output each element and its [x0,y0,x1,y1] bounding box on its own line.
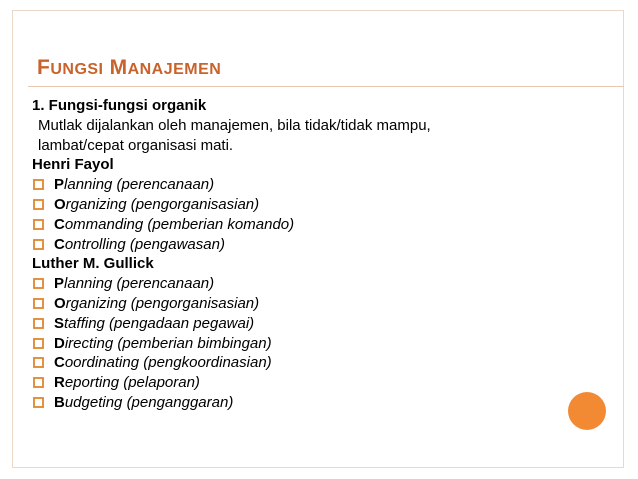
title-rest-2: ANAJEMEN [127,61,222,78]
list-item [32,373,592,393]
square-bullet-icon [32,277,45,290]
item-initial: O [54,195,66,213]
slide-content [32,96,592,413]
square-bullet-icon [32,356,45,369]
slide-title [37,56,221,82]
orange-circle-decoration [568,392,606,430]
item-initial: C [54,215,65,233]
list-item [32,353,592,373]
fayol-heading: Henri Fayol [32,156,114,174]
square-bullet-icon [32,297,45,310]
gullick-list [32,274,592,413]
list-item [32,195,592,215]
item-initial: C [54,235,65,253]
item-initial: B [54,393,65,411]
item-label: irecting (pemberian bimbingan) [64,334,272,352]
list-item [32,393,592,413]
square-bullet-icon [32,178,45,191]
item-label: ontrolling (pengawasan) [64,235,225,253]
title-rest-1: UNGSI [50,61,104,78]
gullick-heading: Luther M. Gullick [32,255,154,273]
item-initial: R [54,374,65,392]
list-item [32,235,592,255]
item-label: lanning (perencanaan) [64,275,215,293]
item-label: eporting (pelaporan) [64,374,200,392]
item-label: oordinating (pengkoordinasian) [64,354,272,372]
square-bullet-icon [32,218,45,231]
intro-description-line-2: lambat/cepat organisasi mati. [38,136,234,154]
list-item [32,314,592,334]
square-bullet-icon [32,337,45,350]
item-label: udgeting (penganggaran) [64,393,234,411]
item-initial: P [54,275,65,293]
item-label: rganizing (pengorganisasian) [65,195,260,213]
item-initial: C [54,354,65,372]
item-label: rganizing (pengorganisasian) [65,294,260,312]
title-initial-2: M [109,56,128,79]
item-initial: P [54,176,65,194]
square-bullet-icon [32,238,45,251]
item-initial: S [54,314,65,332]
list-item [32,294,592,314]
square-bullet-icon [32,396,45,409]
intro-description-line-1: Mutlak dijalankan oleh manajemen, bila tidak/tidak mampu, [38,116,431,134]
item-initial: O [54,294,66,312]
title-divider [28,86,624,87]
square-bullet-icon [32,198,45,211]
square-bullet-icon [32,376,45,389]
list-item [32,215,592,235]
item-label: lanning (perencanaan) [64,176,215,194]
item-initial: D [54,334,65,352]
fayol-list [32,175,592,254]
square-bullet-icon [32,317,45,330]
title-initial-1: F [37,56,51,79]
list-item [32,274,592,294]
list-item [32,175,592,195]
intro-heading: 1. Fungsi-fungsi organik [32,97,207,114]
item-label: ommanding (pemberian komando) [64,215,295,233]
list-item [32,334,592,354]
item-label: taffing (pengadaan pegawai) [64,314,255,332]
